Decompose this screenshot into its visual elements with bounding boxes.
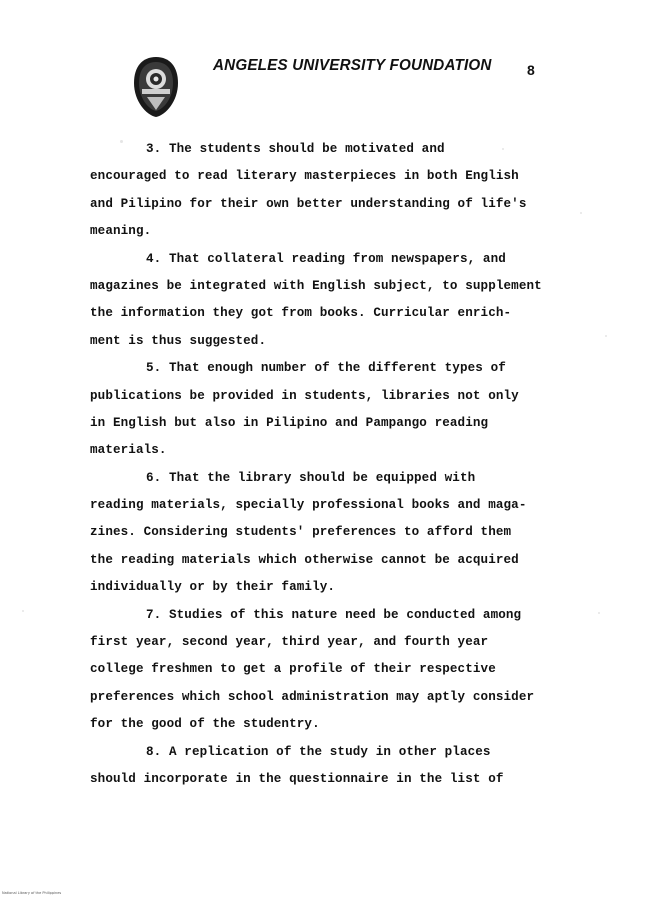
scan-speck	[502, 148, 504, 150]
text-line: materials.	[90, 443, 167, 458]
text-line: preferences which school administration may aptly consider	[90, 689, 535, 704]
text-line: 4. That collateral reading from newspapers, and	[146, 251, 506, 266]
text-line: in English but also in Pilipino and Pampango reading	[90, 415, 489, 430]
text-line: first year, second year, third year, and fourth year	[90, 635, 489, 650]
text-line: the information they got from books. Curricular enrich-	[90, 306, 512, 321]
text-line: individually or by their family.	[90, 580, 336, 595]
text-line: 8. A replication of the study in other places	[146, 744, 491, 759]
text-line: college freshmen to get a profile of their respective	[90, 662, 496, 677]
scan-speck	[22, 610, 24, 612]
text-line: 7. Studies of this nature need be conducted among	[146, 607, 522, 622]
text-line: magazines be integrated with English subject, to supplement	[90, 278, 542, 293]
university-seal-icon	[132, 55, 180, 119]
text-line: 6. That the library should be equipped with	[146, 470, 476, 485]
text-line: publications be provided in students, libraries not only	[90, 388, 519, 403]
text-line: 5. That enough number of the different types of	[146, 361, 506, 376]
text-line: and Pilipino for their own better understanding of life's	[90, 196, 527, 211]
text-line: 3. The students should be motivated and	[146, 142, 445, 156]
scan-speck	[120, 140, 123, 143]
archive-footer-note: National Library of the Philippines	[2, 891, 62, 895]
text-line: for the good of the studentry.	[90, 717, 320, 732]
body-text	[90, 136, 610, 793]
page-number: 8	[527, 62, 535, 78]
scan-speck	[598, 612, 600, 614]
institution-name: ANGELES UNIVERSITY FOUNDATION	[213, 57, 492, 74]
text-line: meaning.	[90, 224, 152, 239]
text-line: reading materials, specially professional books and maga-	[90, 498, 527, 513]
scan-speck	[605, 335, 607, 337]
text-line: ment is thus suggested.	[90, 333, 267, 348]
scan-speck	[580, 212, 582, 214]
text-line: should incorporate in the questionnaire in the list of	[90, 771, 504, 786]
text-line: zines. Considering students' preferences to afford them	[90, 525, 512, 540]
text-line: encouraged to read literary masterpieces in both English	[90, 169, 519, 184]
text-line: the reading materials which otherwise cannot be acquired	[90, 552, 519, 567]
